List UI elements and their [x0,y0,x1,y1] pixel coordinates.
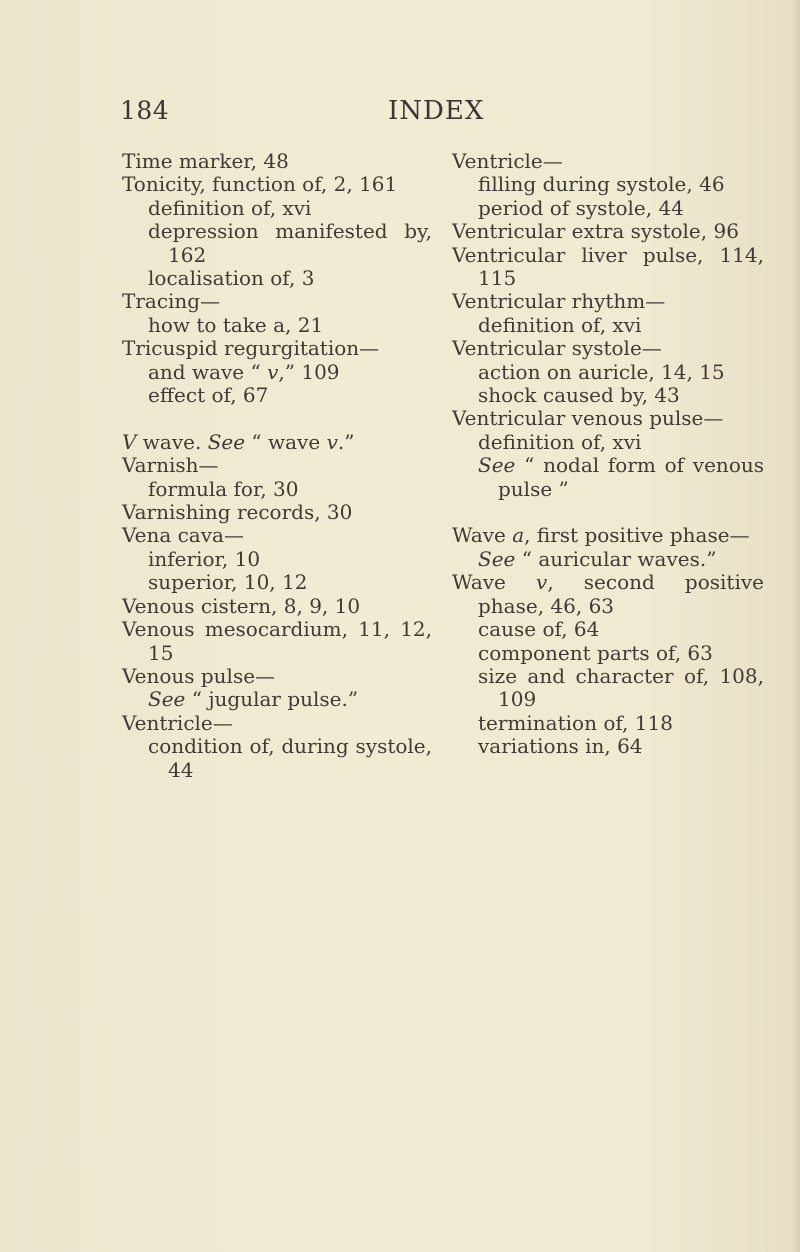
index-subentry: how to take a, 21 [148,312,324,337]
index-subentry: shock caused by, 43 [478,383,680,408]
italic-text: v [267,359,279,384]
index-entry: Ventricle— [122,710,233,735]
index-entry [452,524,764,547]
index-entry: Varnishing records, 30 [122,500,353,525]
index-entry: Time marker, 48 [122,149,289,173]
index-entry: Ventricular liver pulse, 114, 115 [452,242,764,291]
entry-text-part: ,” 109 [278,359,340,384]
index-subentry: size and character of, 108, 109 [478,663,764,712]
index-subentry: definition of, xvi [148,195,312,220]
index-subentry [122,688,432,711]
index-subentry [452,548,764,571]
page-header [0,96,800,132]
index-subentry: superior, 10, 12 [148,570,308,595]
index-subentry: inferior, 10 [148,546,261,571]
italic-text: v [536,570,548,595]
running-head-title: INDEX [388,96,485,126]
index-subentry: formula for, 30 [148,476,299,501]
entry-text-part: “ jugular pulse.” [185,687,359,712]
index-column-right [452,150,764,759]
italic-text: See [478,546,516,571]
italic-text: V [122,429,137,454]
index-subentry: component parts of, 63 [478,640,713,665]
index-subentry: cause of, 64 [478,617,600,642]
index-column-left [122,150,432,782]
index-entry: Tricuspid regurgitation— [122,336,380,361]
entry-text-part: “ wave [245,429,327,454]
index-entry: Venous mesocardium, 11, 12, 15 [122,617,432,665]
page-number: 184 [120,96,170,125]
index-subentry: definition of, xvi [478,312,642,337]
index-subentry: condition of, during systole, 44 [148,734,432,782]
entry-text-part: .” [337,429,355,454]
index-entry: Venous pulse— [122,663,276,688]
index-entry: Ventricular rhythm— [452,289,666,314]
index-subentry [122,361,432,384]
italic-text: v [326,429,338,454]
entry-text-part: , second positive phase, 46, 63 [478,570,765,618]
italic-text: See [148,687,186,712]
index-entry [452,571,764,618]
entry-text-part: “ nodal form of venous pulse ” [498,453,764,501]
entry-text-part: and wave “ [148,359,268,384]
index-subentry [452,454,764,501]
entry-text-part: Wave [452,570,536,595]
section-gap [452,501,764,524]
index-entry: Venous cistern, 8, 9, 10 [122,593,361,618]
index-entry: Vena cava— [122,523,244,548]
index-entry: Tonicity, function of, 2, 161 [122,172,398,197]
index-subentry: filling during systole, 46 [478,172,725,197]
entry-text-part: “ auricular waves.” [515,546,717,571]
index-entry: Tracing— [122,289,221,314]
italic-text: a [512,523,525,548]
index-entry: Ventricular systole— [452,336,662,361]
index-entry: Ventricular venous pulse— [452,406,724,431]
section-gap [122,407,432,430]
index-subentry: action on auricle, 14, 15 [478,359,725,384]
index-subentry: definition of, xvi [478,429,642,454]
index-subentry: effect of, 67 [148,383,269,408]
index-entry: Varnish— [122,453,219,478]
index-entry [122,431,432,454]
italic-text: See [478,453,516,478]
index-subentry: localisation of, 3 [148,266,315,291]
page-edge-shadow [792,0,800,1252]
index-entry: Ventricle— [452,149,563,173]
entry-text-part: Wave [452,523,513,548]
index-subentry: termination of, 118 [478,710,673,735]
italic-text: See [207,429,246,454]
index-subentry: period of systole, 44 [478,195,684,220]
entry-text-part: , first positive phase— [524,523,750,548]
index-subentry: variations in, 64 [478,734,643,759]
entry-text-part: wave. [136,429,208,454]
index-subentry: depression manifested by, 162 [148,219,432,267]
index-entry: Ventricular extra systole, 96 [452,219,739,244]
